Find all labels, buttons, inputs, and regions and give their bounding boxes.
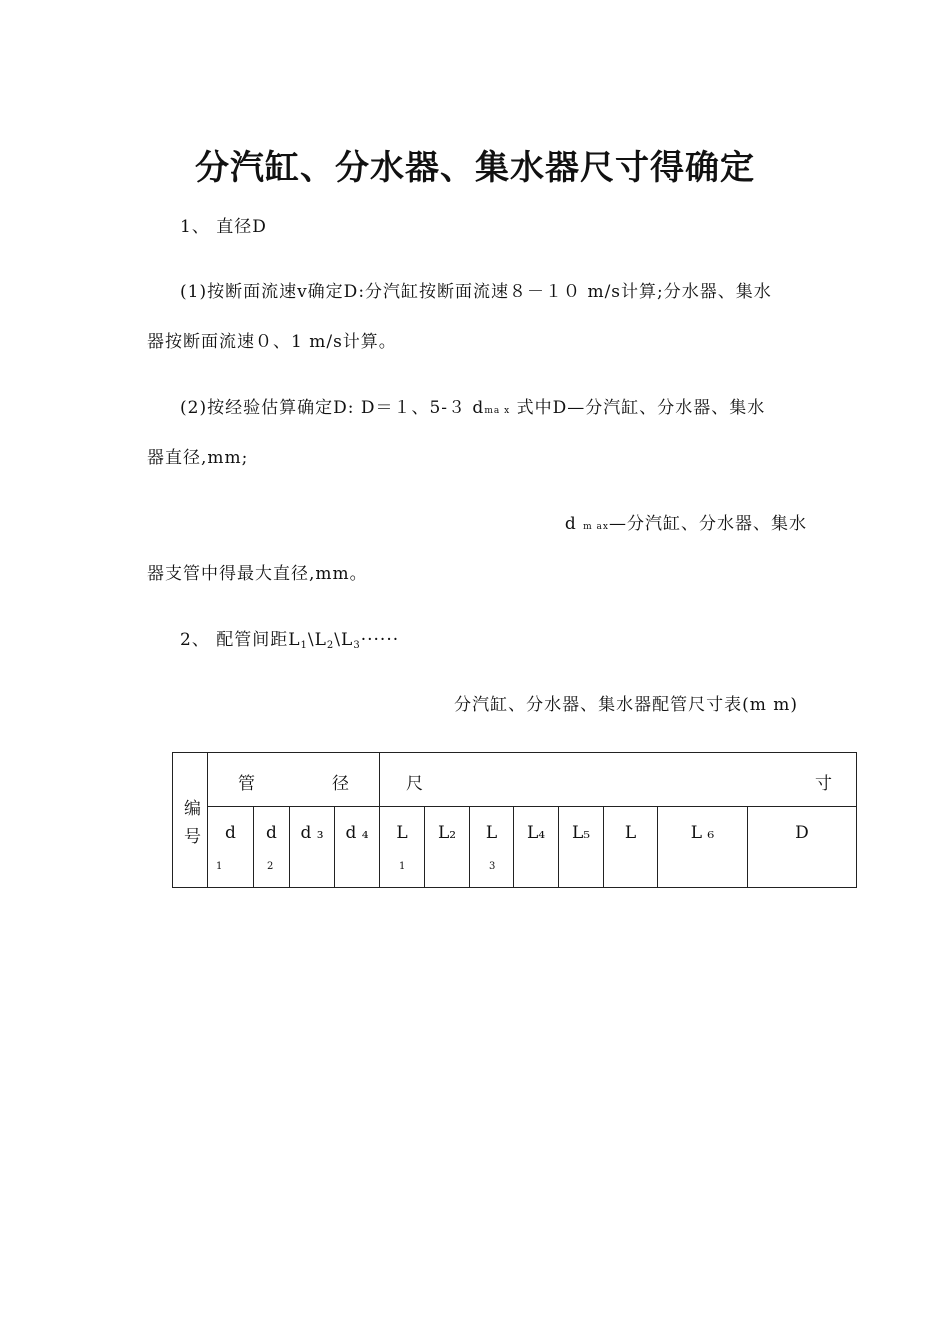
para-2-line-2: 器直径,mm; — [147, 448, 249, 468]
column-l2-label: L₂ — [437, 823, 457, 843]
para-2-formula: (2)按经验估算确定D: D＝１、5-３ d — [180, 398, 485, 418]
para-3-subscript: m ax — [583, 522, 609, 532]
column-d3 — [290, 807, 335, 888]
column-diameter — [748, 807, 857, 888]
size-header — [380, 753, 857, 807]
section-2-sub-1: 1 — [300, 640, 308, 651]
column-l5 — [559, 807, 604, 888]
column-l1-sub: 1 — [399, 861, 406, 872]
para-3-line-1 — [565, 509, 807, 534]
section-2-heading — [180, 625, 399, 651]
section-2-sep-2: \L — [334, 630, 354, 650]
size-header-char-1: 尺 — [406, 774, 423, 794]
para-3-symbol: d — [564, 514, 577, 534]
column-l6-label: L ₆ — [690, 823, 715, 843]
column-d1 — [208, 807, 254, 888]
column-l3 — [470, 807, 514, 888]
section-2-text: 2、 配管间距L — [180, 630, 301, 650]
column-l1 — [380, 807, 425, 888]
para-3-definition: —分汽缸、分水器、集水 — [609, 514, 807, 534]
id-header-char-1: 编 — [184, 799, 201, 819]
column-d4-label: d ₄ — [345, 823, 369, 843]
column-l3-sub: 3 — [489, 861, 496, 872]
pipe-header-char-1: 管 — [238, 774, 255, 794]
id-header-cell — [173, 753, 208, 888]
pipe-diameter-header — [208, 753, 380, 807]
column-l2 — [425, 807, 470, 888]
column-d3-label: d ₃ — [300, 823, 324, 843]
column-l4 — [514, 807, 559, 888]
column-l6 — [658, 807, 748, 888]
column-d1-label: d — [225, 823, 236, 843]
table-caption: 分汽缸、分水器、集水器配管尺寸表(m m) — [454, 695, 798, 715]
column-d4 — [335, 807, 380, 888]
column-l-label: L — [624, 823, 637, 843]
column-l5-label: L₅ — [571, 823, 591, 843]
pipe-size-table — [172, 752, 857, 888]
column-diameter-label: D — [795, 823, 809, 843]
para-3-line-2: 器支管中得最大直径,mm。 — [147, 564, 368, 584]
column-l4-label: L₄ — [526, 823, 546, 843]
para-2-definition: 式中D—分汽缸、分水器、集水 — [510, 398, 766, 418]
column-d2 — [254, 807, 290, 888]
column-l — [604, 807, 658, 888]
column-d2-label: d — [266, 823, 277, 843]
column-l3-label: L — [485, 823, 498, 843]
section-2-sub-3: 3 — [353, 640, 361, 651]
para-1-line-1: (1)按断面流速v确定D:分汽缸按断面流速８－１０ m/s计算;分水器、集水 — [180, 282, 772, 302]
page-title: 分汽缸、分水器、集水器尺寸得确定 — [195, 148, 755, 188]
column-d1-sub: 1 — [216, 861, 223, 872]
para-2-line-1 — [180, 393, 765, 418]
section-2-sub-2: 2 — [326, 640, 335, 651]
pipe-header-char-2: 径 — [332, 774, 349, 794]
column-l1-label: L — [396, 823, 408, 843]
id-header-char-2: 号 — [184, 827, 201, 847]
size-header-char-2: 寸 — [815, 774, 832, 794]
section-2-sep-1: \L — [307, 630, 327, 650]
section-1-heading: 1、 直径D — [180, 217, 267, 237]
section-2-ellipsis: ······ — [360, 630, 400, 650]
column-d2-sub: 2 — [267, 861, 274, 872]
para-2-subscript: ma x — [484, 406, 511, 416]
para-1-line-2: 器按断面流速０、1 m/s计算。 — [147, 332, 397, 352]
